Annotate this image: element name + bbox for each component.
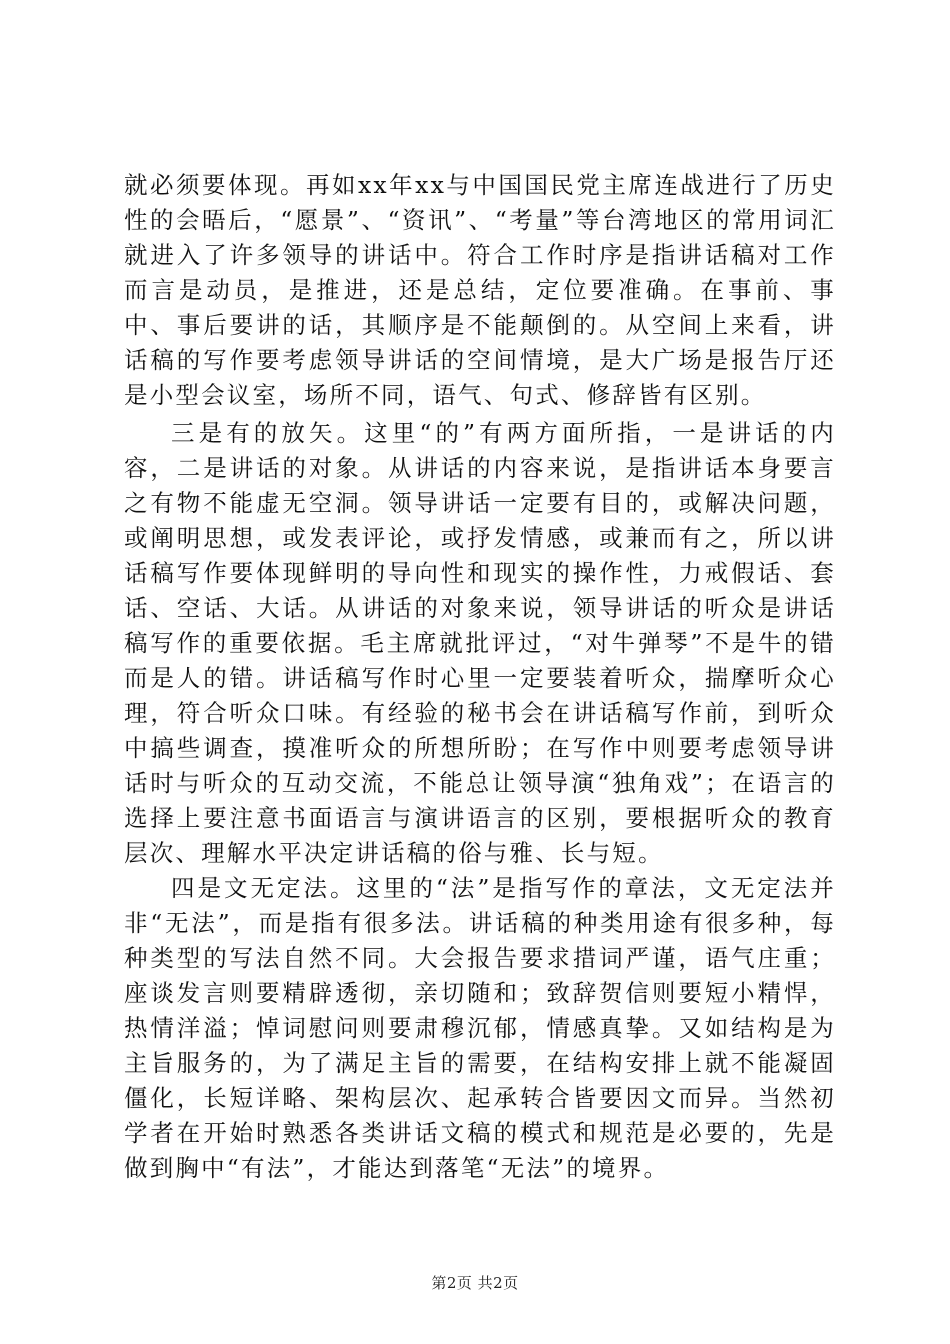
paragraph-three: 三是有的放矢。这里“的”有两方面所指，一是讲话的内容，二是讲话的对象。从讲话的内容来说，是指讲话本身要言之有物不能虚无空洞。领导讲话一定要有目的，或解决问题，或阐明思想，或发表评论，或抒发情感，或兼而有之，所以讲话稿写作要体现鲜明的导向性和现实的操作性，力戒假话、套话、空话、大话。从讲话的对象来说，领导讲话的听众是讲话稿写作的重要依据。毛主席就批评过，“对牛弹琴”不是牛的错而是人的错。讲话稿写作时心里一定要装着听众，揣摩听众心理，符合听众口味。有经验的秘书会在讲话稿写作前，到听众中搞些调查，摸准听众的所想所盼；在写作中则要考虑领导讲话时与听众的互动交流，不能总让领导演“独角戏”；在语言的选择上要注意书面语言与演讲语言的区别，要根据听众的教育层次、理解水平决定讲话稿的俗与雅、长与短。 [124,419,836,867]
page-footer [0,1272,950,1293]
paragraph-continued: 就必须要体现。再如xx年xx与中国国民党主席连战进行了历史性的会晤后，“愿景”、“资讯”、“考量”等台湾地区的常用词汇就进入了许多领导的讲话中。符合工作时序是指讲话稿对工作而言是动员，是推进，还是总结，定位要准确。在事前、事中、事后要讲的话，其顺序是不能颠倒的。从空间上来看，讲话稿的写作要考虑领导讲话的空间情境，是大广场是报告厅还是小型会议室，场所不同，语气、句式、修辞皆有区别。 [124,171,836,409]
body-text-top [124,168,836,413]
page-number-label: 第2页 共2页 [431,1274,519,1292]
paragraph-four: 四是文无定法。这里的“法”是指写作的章法，文无定法并非“无法”，而是指有很多法。讲话稿的种类用途有很多种，每种类型的写法自然不同。大会报告要求措词严谨，语气庄重；座谈发言则要精辟透彻，亲切随和；致辞贺信则要短小精悍，热情洋溢；悼词慰问则要肃穆沉郁，情感真挚。又如结构是为主旨服务的，为了满足主旨的需要，在结构安排上就不能凝固僵化，长短详略、架构层次、起承转合皆要因文而异。当然初学者在开始时熟悉各类讲话文稿的模式和规范是必要的，先是做到胸中“有法”，才能达到落笔“无法”的境界。 [124,874,836,1182]
body-text-main [124,416,836,1186]
